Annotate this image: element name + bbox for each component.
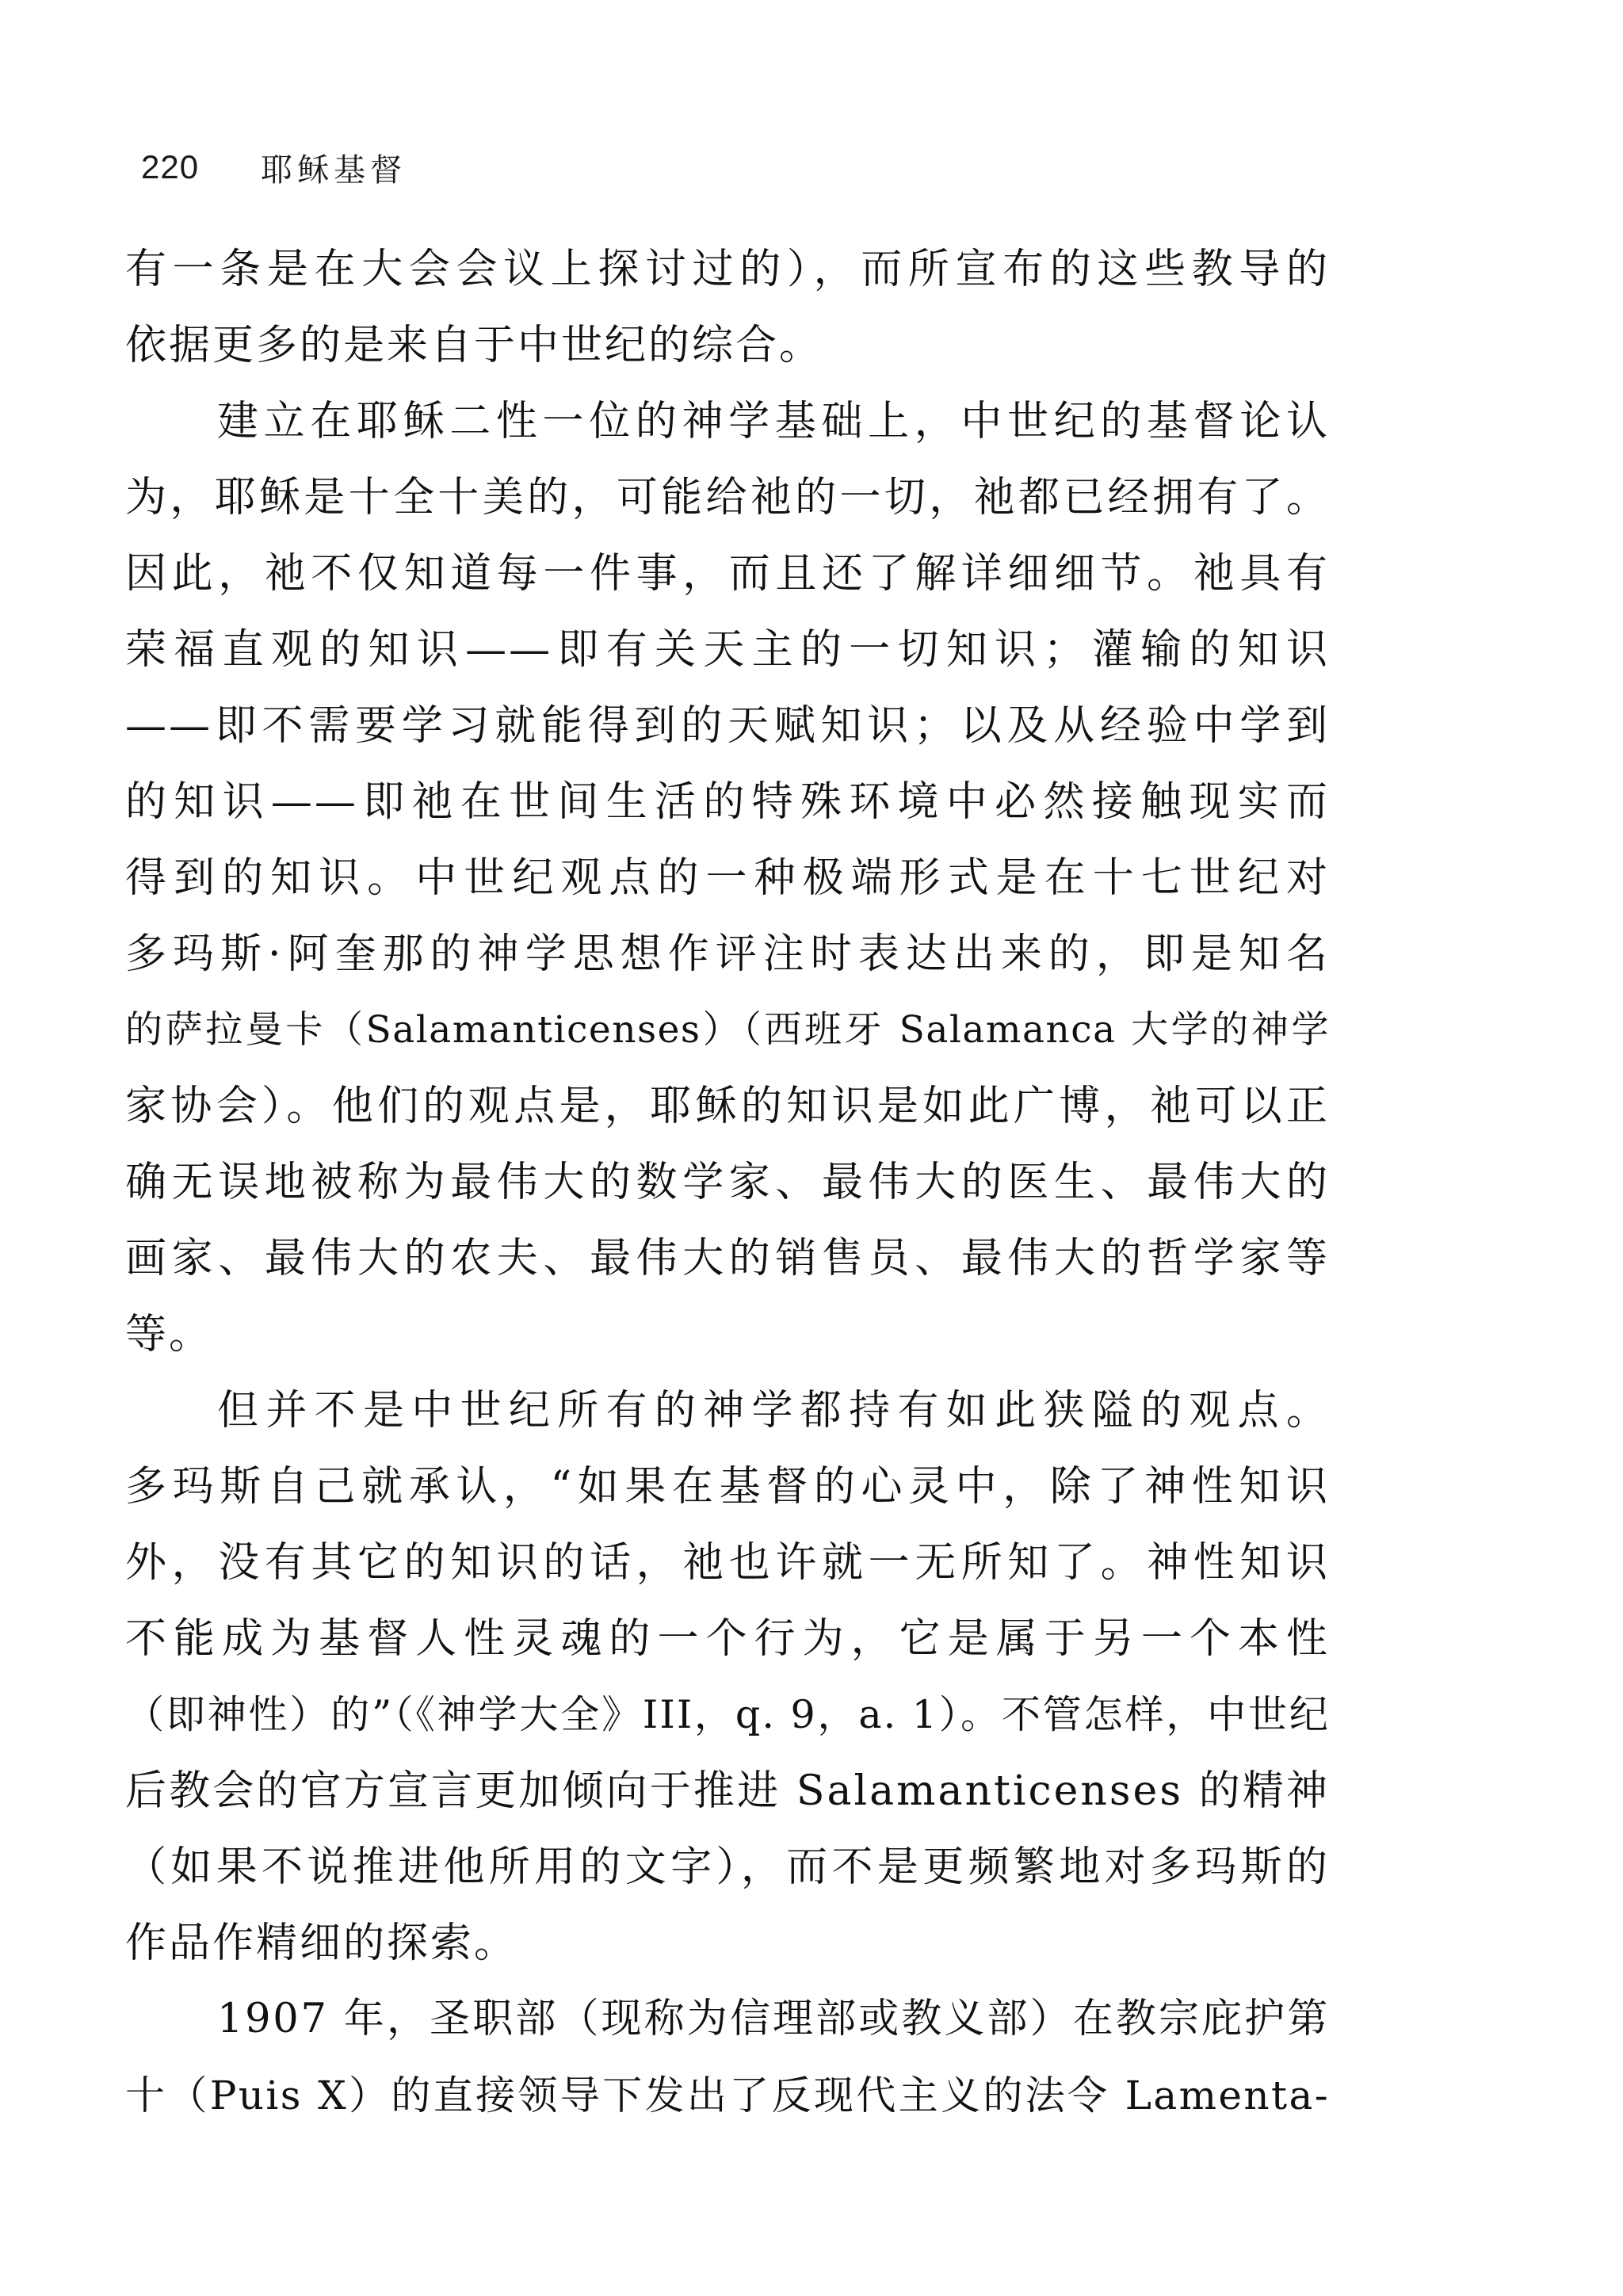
text-line: 家协会）。他们的观点是，耶稣的知识是如此广博，祂可以正 (125, 1083, 1330, 1130)
text-line: 确无误地被称为最伟大的数学家、最伟大的医生、最伟大的 (125, 1159, 1330, 1206)
text-line: 为，耶稣是十全十美的，可能给祂的一切，祂都已经拥有了。 (125, 474, 1330, 521)
text-line: 有一条是在大会会议上探讨过的），而所宣布的这些教导的 (125, 246, 1330, 293)
running-title: 耶稣基督 (261, 151, 407, 189)
text-line: 外，没有其它的知识的话，祂也许就一无所知了。神性知识 (125, 1539, 1330, 1587)
text-line: 的萨拉曼卡（Salamanticenses）（西班牙 Salamanca 大学的神学 (125, 1008, 1330, 1052)
text-line: 作品作精细的探索。 (125, 1920, 518, 1967)
page-number: 220 (141, 148, 200, 185)
text-line: 后教会的官方宣言更加倾向于推进 Salamanticenses 的精神 (125, 1767, 1330, 1815)
text-line: 依据更多的是来自于中世纪的综合。 (125, 322, 823, 369)
text-line: （如果不说推进他所用的文字），而不是更频繁地对多玛斯的 (125, 1843, 1330, 1891)
text-line: 的知识——即祂在世间生活的特殊环境中必然接触现实而 (125, 778, 1330, 826)
text-line: 荣福直观的知识——即有关天主的一切知识；灌输的知识 (125, 626, 1330, 674)
text-line: （即神性）的”（《神学大全》III，q. 9，a. 1）。不管怎样，中世纪 (125, 1692, 1330, 1737)
body-text (125, 231, 1330, 2134)
text-line: 等。 (125, 1311, 213, 1358)
text-line: 因此，祂不仅知道每一件事，而且还了解详细细节。祂具有 (125, 550, 1330, 598)
text-line: 但并不是中世纪所有的神学都持有如此狭隘的观点。 (217, 1387, 1330, 1435)
text-line: 多玛斯自己就承认，“如果在基督的心灵中，除了神性知识 (125, 1463, 1330, 1511)
page-header (141, 139, 407, 195)
text-line: 建立在耶稣二性一位的神学基础上，中世纪的基督论认 (217, 398, 1330, 445)
text-line: 多玛斯·阿奎那的神学思想作评注时表达出来的，即是知名 (125, 930, 1330, 978)
text-line: 1907 年，圣职部（现称为信理部或教义部）在教宗庇护第 (217, 1996, 1330, 2042)
text-line: 不能成为基督人性灵魂的一个行为，它是属于另一个本性 (125, 1615, 1330, 1663)
text-line: 得到的知识。中世纪观点的一种极端形式是在十七世纪对 (125, 854, 1330, 902)
text-line: 十（Puis X）的直接领导下发出了反现代主义的法令 Lamenta- (125, 2073, 1330, 2118)
text-line: 画家、最伟大的农夫、最伟大的销售员、最伟大的哲学家等 (125, 1235, 1330, 1282)
text-line: ——即不需要学习就能得到的天赋知识；以及从经验中学到 (125, 702, 1330, 750)
